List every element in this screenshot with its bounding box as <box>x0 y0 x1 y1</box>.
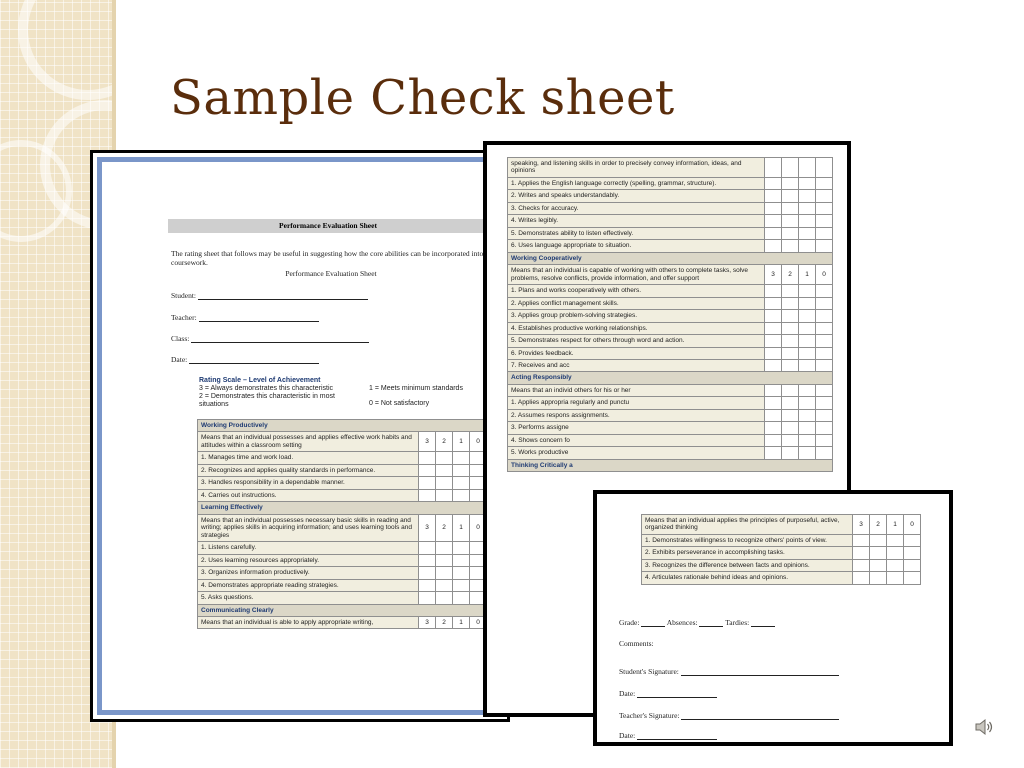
score-header: 0 <box>904 515 921 535</box>
criterion: 1. Applies appropria regularly and punctu <box>508 397 765 409</box>
comments-label: Comments: <box>619 639 654 648</box>
table-row <box>508 384 833 396</box>
score-header: 3 <box>765 265 782 285</box>
section-title: Working Cooperatively <box>508 252 833 264</box>
rating-scale-title: Rating Scale – Level of Achievement <box>199 377 321 384</box>
table-row <box>508 447 833 459</box>
scale-left: 2 = Demonstrates this characteristic in most situations <box>199 393 335 409</box>
table-row <box>508 177 833 189</box>
student-signature-row <box>619 667 839 676</box>
means-text: Means that an individual applies the principles of purposeful, active, organized thinking <box>642 515 853 535</box>
criterion: 3. Organizes information productively. <box>198 567 419 579</box>
criterion: 4. Articulates rationale behind ideas and opinions. <box>642 572 853 584</box>
criterion: 6. Uses language appropriate to situation. <box>508 240 765 252</box>
criterion: 3. Handles responsibility in a dependable manner. <box>198 477 419 489</box>
table-row <box>508 310 833 322</box>
score-header: 1 <box>453 616 470 628</box>
rating-scale-row <box>199 393 499 409</box>
table-row <box>198 567 487 579</box>
date-row <box>619 731 717 740</box>
date-label: Date: <box>619 731 636 740</box>
blank-line <box>681 712 839 720</box>
class-field <box>171 334 369 343</box>
score-header: 3 <box>419 616 436 628</box>
section-title: Acting Responsibly <box>508 372 833 384</box>
criterion: 1. Applies the English language correctly (spelling, grammar, structure). <box>508 177 765 189</box>
table-row <box>198 452 487 464</box>
score-header: 1 <box>453 432 470 452</box>
criterion: 2. Writes and speaks understandably. <box>508 190 765 202</box>
table-row <box>508 265 833 285</box>
table-row <box>508 434 833 446</box>
criterion: 5. Demonstrates ability to listen effectively. <box>508 227 765 239</box>
score-header: 3 <box>419 432 436 452</box>
means-text: speaking, and listening skills in order to precisely convey information, ideas, and opinions <box>508 158 765 178</box>
table-row <box>198 616 487 628</box>
criterion: 3. Checks for accuracy. <box>508 202 765 214</box>
table-row <box>198 592 487 604</box>
means-text: Means that an individual possesses and applies effective work habits and attitudes within a classroom setting <box>198 432 419 452</box>
score-header: 0 <box>470 616 487 628</box>
table-row <box>198 579 487 591</box>
table-row <box>508 190 833 202</box>
table-row <box>642 572 921 584</box>
score-header: 1 <box>887 515 904 535</box>
criterion: 5. Asks questions. <box>198 592 419 604</box>
table-row <box>198 432 487 452</box>
criterion: 1. Plans and works cooperatively with others. <box>508 285 765 297</box>
score-header: 1 <box>453 514 470 541</box>
grade-row <box>619 618 775 627</box>
teacher-signature-row <box>619 711 839 720</box>
score-header: 3 <box>853 515 870 535</box>
speaker-icon[interactable] <box>974 716 996 738</box>
criterion: 1. Manages time and work load. <box>198 452 419 464</box>
sheet-intro <box>171 249 491 278</box>
score-header: 2 <box>436 616 453 628</box>
table-row <box>198 477 487 489</box>
criterion: 3. Recognizes the difference between facts and opinions. <box>642 559 853 571</box>
criterion: 2. Assumes respons assignments. <box>508 409 765 421</box>
criterion: 7. Receives and acc <box>508 359 765 371</box>
intro-text: The rating sheet that follows may be useful in suggesting how the core abilities can be incorporated into coursework. <box>171 249 484 267</box>
date-field <box>171 355 319 364</box>
date-label: Date: <box>619 689 636 698</box>
criterion: 5. Works productive <box>508 447 765 459</box>
scale-right: 1 = Meets minimum standards <box>369 385 463 393</box>
table-row <box>198 542 487 554</box>
table-row <box>508 322 833 334</box>
score-header: 0 <box>470 514 487 541</box>
table-row <box>508 409 833 421</box>
sheet-subtitle: Performance Evaluation Sheet <box>285 269 377 278</box>
section-title: Learning Effectively <box>198 502 487 514</box>
means-text: Means that an individual is capable of working with others to complete tasks, solve problems, resolve conflicts, provide information, and offer support <box>508 265 765 285</box>
score-header: 0 <box>816 265 833 285</box>
means-text: Means that an individ others for his or her <box>508 384 765 396</box>
decorative-swirl <box>18 0 158 100</box>
sheet-header: Performance Evaluation Sheet <box>168 219 488 233</box>
blank-line <box>191 335 369 343</box>
table-row <box>508 397 833 409</box>
teacher-field <box>171 313 319 322</box>
table-row <box>198 514 487 541</box>
criterion: 1. Listens carefully. <box>198 542 419 554</box>
table-row <box>508 422 833 434</box>
table-row <box>508 335 833 347</box>
field-label: Teacher: <box>171 313 197 322</box>
table-row <box>508 297 833 309</box>
blank-line <box>699 619 723 627</box>
evaluation-sheet-page-1 <box>90 150 510 722</box>
table-row <box>508 227 833 239</box>
blank-line <box>751 619 775 627</box>
scale-left: 3 = Always demonstrates this characteristic <box>199 385 334 393</box>
score-header: 2 <box>870 515 887 535</box>
criterion: 3. Applies group problem-solving strategies. <box>508 310 765 322</box>
score-header: 2 <box>436 514 453 541</box>
score-header: 1 <box>799 265 816 285</box>
criterion: 4. Carries out instructions. <box>198 489 419 501</box>
blank-line <box>681 668 839 676</box>
criterion: 4. Establishes productive working relationships. <box>508 322 765 334</box>
table-row <box>198 554 487 566</box>
field-label: Date: <box>171 355 188 364</box>
criterion: 2. Exhibits perseverance in accomplishing tasks. <box>642 547 853 559</box>
blank-line <box>637 690 717 698</box>
table-row <box>198 489 487 501</box>
criterion: 3. Performs assigne <box>508 422 765 434</box>
grade-label: Grade: <box>619 618 640 627</box>
rating-scale-row <box>199 385 499 393</box>
date-row <box>619 689 717 698</box>
table-row <box>508 202 833 214</box>
rating-scale <box>199 377 499 409</box>
student-field <box>171 291 368 300</box>
blank-line <box>199 314 319 322</box>
section-title: Working Productively <box>198 420 487 432</box>
table-row <box>508 158 833 178</box>
criterion: 4. Demonstrates appropriate reading strategies. <box>198 579 419 591</box>
table-row <box>198 464 487 476</box>
absences-label: Absences: <box>666 618 698 627</box>
means-text: Means that an individual is able to apply appropriate writing, <box>198 616 419 628</box>
criterion: 2. Applies conflict management skills. <box>508 297 765 309</box>
criterion: 4. Shows concern fo <box>508 434 765 446</box>
score-header: 3 <box>419 514 436 541</box>
scale-right: 0 = Not satisfactory <box>369 400 430 408</box>
table-row <box>508 347 833 359</box>
table-row <box>508 285 833 297</box>
criterion: 2. Uses learning resources appropriately. <box>198 554 419 566</box>
evaluation-sheet-page-3 <box>593 490 953 746</box>
section-title: Thinking Critically a <box>508 459 833 471</box>
table-row <box>642 534 921 546</box>
table-row <box>508 359 833 371</box>
criterion: 2. Recognizes and applies quality standards in performance. <box>198 464 419 476</box>
table-row <box>508 215 833 227</box>
tardies-label: Tardies: <box>725 618 750 627</box>
table-row <box>642 559 921 571</box>
rating-table <box>507 157 833 472</box>
field-label: Class: <box>171 334 190 343</box>
signature-label: Student's Signature: <box>619 667 679 676</box>
table-row <box>642 515 921 535</box>
score-header: 0 <box>470 432 487 452</box>
field-label: Student: <box>171 291 197 300</box>
means-text: Means that an individual possesses necessary basic skills in reading and writing; applies skills in acquiring information; and uses learning tools and strategies <box>198 514 419 541</box>
signature-label: Teacher's Signature: <box>619 711 680 720</box>
slide-title: Sample Check sheet <box>170 70 675 126</box>
blank-line <box>198 292 368 300</box>
section-title: Communicating Clearly <box>198 604 487 616</box>
table-row <box>508 240 833 252</box>
table-row <box>642 547 921 559</box>
criterion: 5. Demonstrates respect for others through word and action. <box>508 335 765 347</box>
criterion: 1. Demonstrates willingness to recognize others' points of view. <box>642 534 853 546</box>
score-header: 2 <box>436 432 453 452</box>
blank-line <box>641 619 665 627</box>
rating-table <box>197 419 487 629</box>
criterion: 6. Provides feedback. <box>508 347 765 359</box>
rating-table <box>641 514 921 585</box>
criterion: 4. Writes legibly. <box>508 215 765 227</box>
score-header: 2 <box>782 265 799 285</box>
blank-line <box>189 356 319 364</box>
blank-line <box>637 732 717 740</box>
